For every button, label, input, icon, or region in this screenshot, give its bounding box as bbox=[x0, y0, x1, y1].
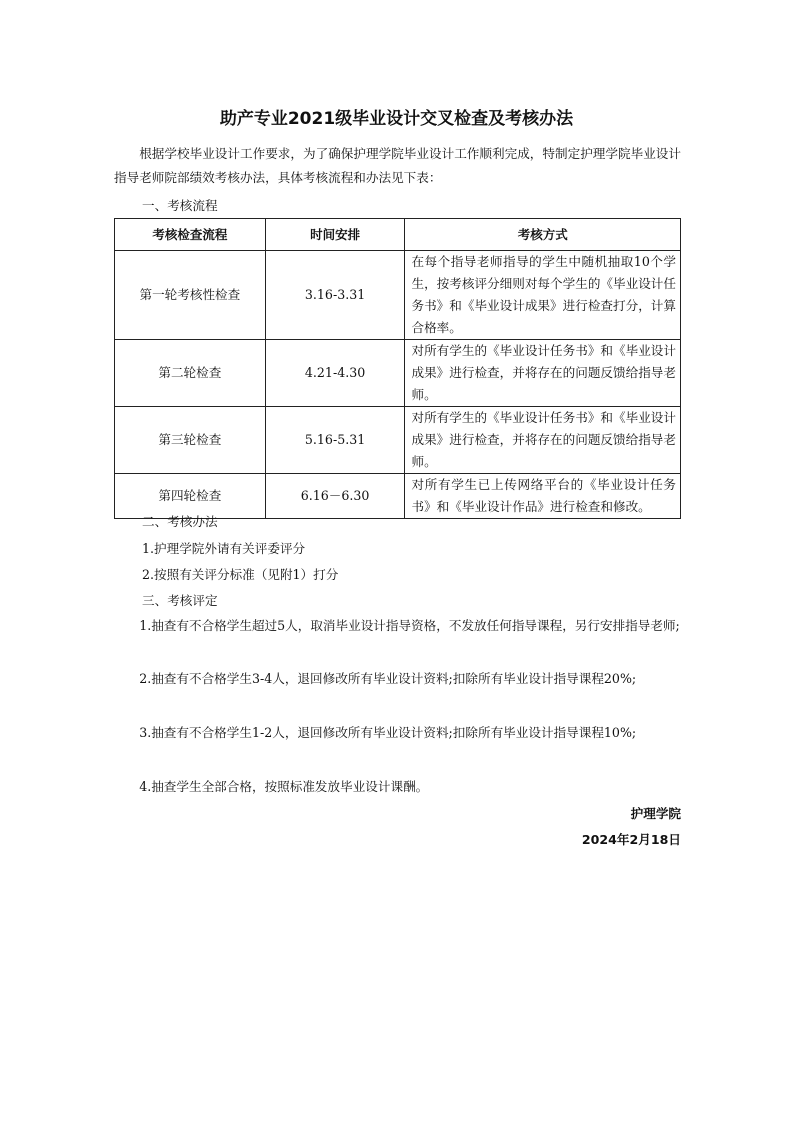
time-cell: 6.16－6.30 bbox=[265, 474, 405, 519]
signature-date: 2024年2月18日 bbox=[581, 832, 681, 847]
section-heading-process: 一、考核流程 bbox=[142, 198, 218, 213]
method-cell: 在每个指导老师指导的学生中随机抽取10个学生，按考核评分细则对每个学生的《毕业设计任务书》和《毕业设计成果》进行检查打分，计算合格率。 bbox=[405, 251, 681, 340]
signature-org: 护理学院 bbox=[630, 806, 681, 821]
intro-paragraph: 根据学校毕业设计工作要求，为了确保护理学院毕业设计工作顺利完成，特制定护理学院毕业设计指导老师院部绩效考核办法，具体考核流程和办法见下表： bbox=[114, 146, 681, 185]
table-row bbox=[115, 340, 681, 407]
method-cell: 对所有学生的《毕业设计任务书》和《毕业设计成果》进行检查，并将存在的问题反馈给指导老师。 bbox=[405, 340, 681, 407]
column-header-time: 时间安排 bbox=[265, 219, 405, 251]
table-header-row bbox=[115, 219, 681, 251]
method-item: 2.按照有关评分标准（见附1）打分 bbox=[142, 567, 339, 582]
rating-item: 3.抽查有不合格学生1-2人，退回修改所有毕业设计资料;扣除所有毕业设计指导课程10%; bbox=[139, 725, 637, 740]
time-cell: 3.16-3.31 bbox=[265, 251, 405, 340]
method-item: 1.护理学院外请有关评委评分 bbox=[142, 541, 306, 556]
stage-cell: 第二轮检查 bbox=[115, 340, 266, 407]
section-heading-rating: 三、考核评定 bbox=[142, 593, 218, 608]
rating-item: 1.抽查有不合格学生超过5人，取消毕业设计指导资格，不发放任何指导课程，另行安排指导老师; bbox=[139, 618, 680, 633]
process-table bbox=[114, 218, 681, 519]
table-row bbox=[115, 407, 681, 474]
table-row bbox=[115, 251, 681, 340]
stage-cell: 第三轮检查 bbox=[115, 407, 266, 474]
column-header-method: 考核方式 bbox=[405, 219, 681, 251]
rating-item: 2.抽查有不合格学生3-4人，退回修改所有毕业设计资料;扣除所有毕业设计指导课程20%; bbox=[139, 671, 637, 686]
method-cell: 对所有学生已上传网络平台的《毕业设计任务书》和《毕业设计作品》进行检查和修改。 bbox=[405, 474, 681, 519]
stage-cell: 第一轮考核性检查 bbox=[115, 251, 266, 340]
stage-cell: 第四轮检查 bbox=[115, 474, 266, 519]
document-title: 助产专业2021级毕业设计交叉检查及考核办法 bbox=[219, 109, 574, 129]
method-cell: 对所有学生的《毕业设计任务书》和《毕业设计成果》进行检查，并将存在的问题反馈给指导老师。 bbox=[405, 407, 681, 474]
section-heading-methods: 二、考核办法 bbox=[142, 514, 218, 529]
rating-item: 4.抽查学生全部合格，按照标准发放毕业设计课酬。 bbox=[139, 779, 429, 794]
time-cell: 4.21-4.30 bbox=[265, 340, 405, 407]
column-header-stage: 考核检查流程 bbox=[115, 219, 266, 251]
time-cell: 5.16-5.31 bbox=[265, 407, 405, 474]
